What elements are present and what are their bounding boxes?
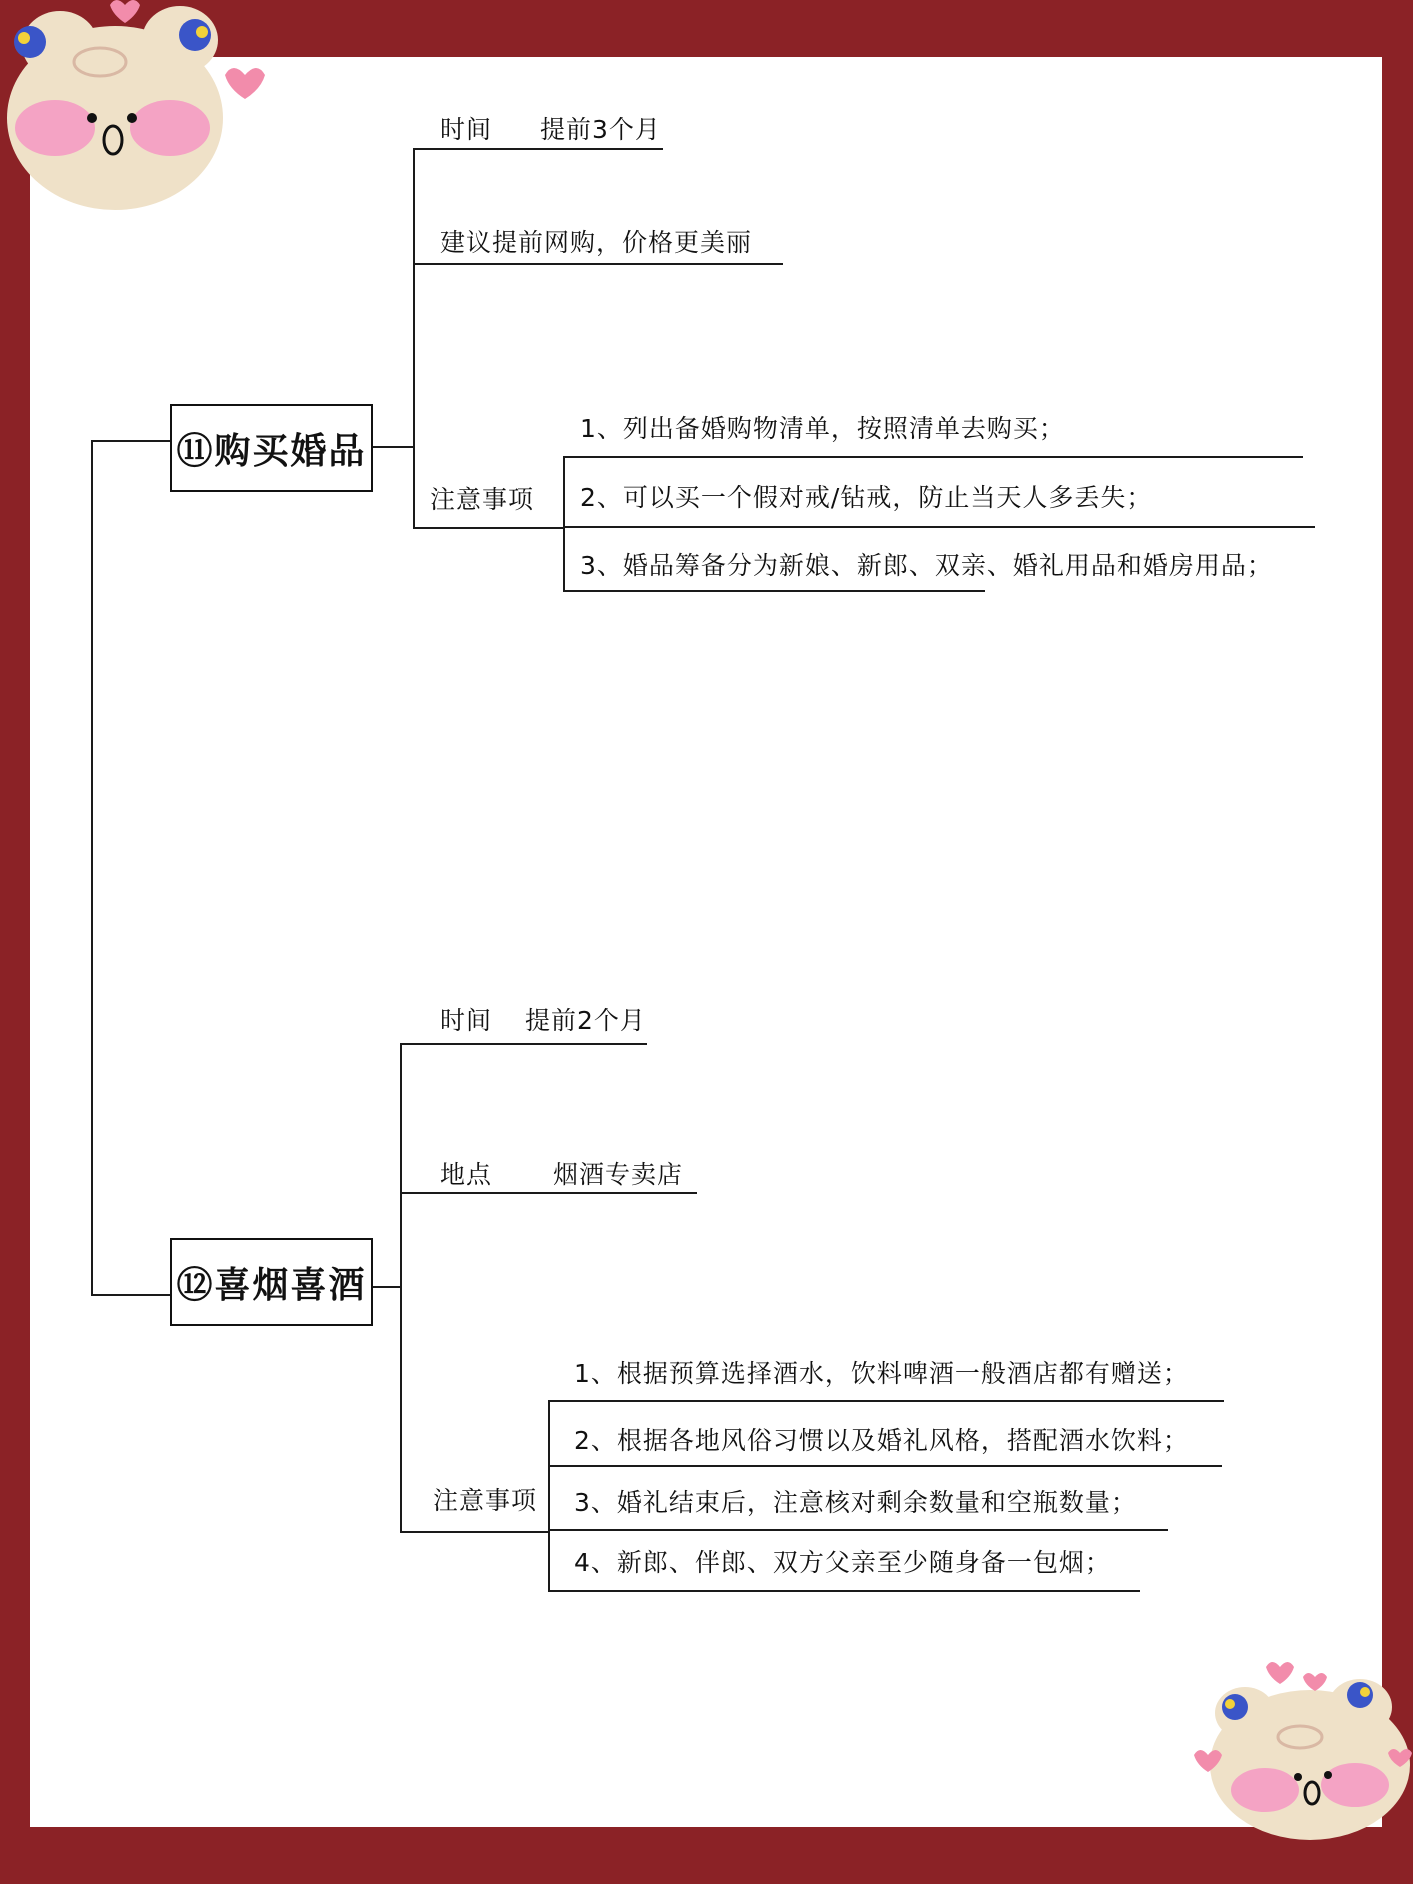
s1-note2-underline	[563, 526, 1315, 528]
section1-stem	[373, 446, 413, 448]
pig-face-sticker-icon	[1190, 1655, 1413, 1845]
s1-note-1: 1、列出备婚购物清单，按照清单去购买；	[580, 414, 1065, 443]
s1-item2-underline	[413, 263, 783, 265]
section2-bracket	[400, 1043, 402, 1533]
section-title-wedding-cigarettes-wine: ⑫喜烟喜酒	[170, 1238, 373, 1326]
s2-note-3: 3、婚礼结束后，注意核对剩余数量和空瓶数量；	[574, 1488, 1137, 1517]
s2-item1-underline	[400, 1043, 647, 1045]
s1-note-2: 2、可以买一个假对戒/钻戒，防止当天人多丢失；	[580, 483, 1153, 512]
s1-time-label: 时间	[440, 115, 493, 144]
s2-place-value: 烟酒专卖店	[553, 1160, 684, 1189]
s2-notes-label: 注意事项	[433, 1486, 538, 1515]
trunk-branch-2	[91, 1294, 170, 1296]
s1-note1-underline	[563, 456, 1303, 458]
s1-notes-underline	[413, 527, 565, 529]
s2-notes-bracket	[548, 1400, 550, 1592]
pig-face-sticker-icon	[0, 0, 270, 215]
trunk-branch-1	[91, 440, 170, 442]
section2-stem	[373, 1286, 401, 1288]
s1-advice-text: 建议提前网购，价格更美丽	[440, 228, 753, 257]
trunk-line	[91, 440, 93, 1296]
s2-item2-underline	[400, 1192, 697, 1194]
s2-note-4: 4、新郎、伴郎、双方父亲至少随身备一包烟；	[574, 1548, 1111, 1577]
s2-time-label: 时间	[440, 1006, 493, 1035]
s2-note4-underline	[548, 1590, 1140, 1592]
s1-notes-label: 注意事项	[430, 485, 535, 514]
s1-item1-underline	[413, 148, 663, 150]
s1-time-value: 提前3个月	[540, 115, 661, 144]
s2-note2-underline	[548, 1465, 1222, 1467]
s1-note3-underline	[563, 590, 985, 592]
s2-note-1: 1、根据预算选择酒水，饮料啤酒一般酒店都有赠送；	[574, 1359, 1189, 1388]
s2-time-value: 提前2个月	[525, 1006, 646, 1035]
s1-notes-bracket	[563, 456, 565, 591]
s2-place-label: 地点	[440, 1160, 493, 1189]
s1-note-3: 3、婚品筹备分为新娘、新郎、双亲、婚礼用品和婚房用品；	[580, 551, 1273, 580]
section1-bracket	[413, 148, 415, 528]
s2-notes-underline	[400, 1531, 550, 1533]
section-title-purchase-wedding-goods: ⑪购买婚品	[170, 404, 373, 492]
s2-note-2: 2、根据各地风俗习惯以及婚礼风格，搭配酒水饮料；	[574, 1426, 1189, 1455]
s2-note1-underline	[548, 1400, 1224, 1402]
s2-note3-underline	[548, 1529, 1168, 1531]
